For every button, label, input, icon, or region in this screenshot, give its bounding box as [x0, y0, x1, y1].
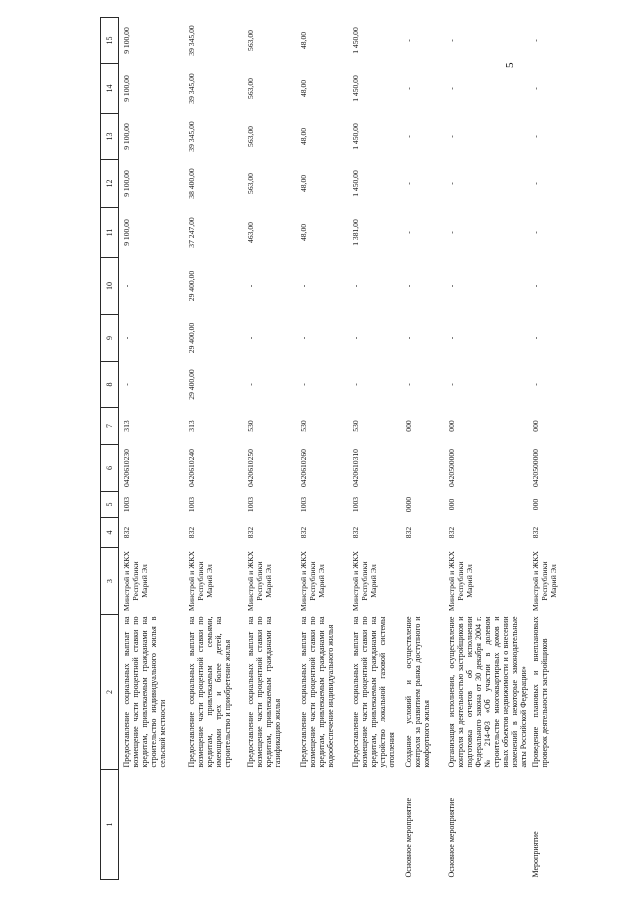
amount-cell: -: [403, 39, 413, 42]
status-cell: [348, 770, 401, 880]
amount-cell: 563,00: [245, 30, 255, 51]
amount-cell: -: [403, 182, 413, 185]
amount-cell: -: [122, 284, 131, 288]
amount-cell: 29 400,00: [186, 270, 196, 302]
amount-cell: 29 400,00: [186, 322, 196, 354]
name-cell: Предоставление социальных выплат на возмещение части процентной ставки по кредитам, привлекаемым гражданами на устройство локальной газовой системы отопления: [350, 616, 396, 768]
amount-cell: -: [403, 87, 413, 90]
amount-cell: 37 247,00: [186, 217, 196, 248]
column-number: 13: [101, 114, 119, 160]
section-code-cell: 0000: [403, 496, 413, 513]
amount-cell: -: [350, 383, 360, 386]
column-number: 6: [101, 445, 119, 492]
amount-cell: 48,00: [298, 223, 308, 242]
name-cell: Предоставление социальных выплат на возмещение части процентной ставки по кредитам, привлекаемым семьями, имеющими трех и более детей, на строительство и приобретение жилья: [186, 616, 232, 768]
name-cell: Создание условий и осуществление контроля за развитием рынка доступного и комфортного жилья: [403, 616, 431, 768]
column-number: 15: [101, 18, 119, 64]
amount-cell: 39 345,00: [186, 121, 196, 152]
expense-type-cell: 530: [298, 420, 308, 432]
table-row: [528, 18, 565, 880]
amount-cell: -: [350, 284, 360, 288]
column-number: 14: [101, 64, 119, 114]
expense-type-cell: 313: [122, 420, 131, 432]
target-article-cell: 0420610310: [350, 449, 360, 487]
status-cell: Основное мероприятие: [446, 798, 456, 878]
amount-cell: -: [530, 39, 540, 42]
name-cell: Организация исполнения, осуществление контроля за деятельностью застройщиков и подготовка отчетов об исполнении Федерального закона от 30 декабря 2004 г. № 214-ФЗ «Об участии в долевом строительстве многоквартирных домов и иных объектов недвижимости и о внесении изменений в некоторые законодательные акты Российской Федерации»: [446, 616, 528, 768]
table-row: [296, 18, 348, 880]
expense-type-cell: 530: [350, 420, 360, 432]
amount-cell: -: [530, 87, 540, 90]
name-cell: Предоставление социальных выплат на возмещение части процентной ставки по кредитам, привлекаемым гражданами на газификацию жилья: [245, 616, 282, 768]
amount-cell: -: [530, 336, 540, 340]
target-article-cell: [401, 445, 444, 492]
column-number: 10: [101, 258, 119, 315]
executor-cell: Минстрой и ЖКХ Республики Марий Эл: [298, 550, 326, 612]
grbs-code-cell: 832: [298, 526, 308, 539]
status-cell: Основное мероприятие: [403, 798, 413, 878]
table-row: [184, 18, 243, 880]
amount-cell: 48,00: [298, 127, 308, 146]
amount-cell: -: [403, 336, 413, 340]
amount-cell: -: [298, 284, 308, 288]
column-number: 3: [101, 548, 119, 615]
amount-cell: -: [446, 182, 456, 185]
amount-cell: -: [446, 284, 456, 288]
column-number: 4: [101, 518, 119, 548]
amount-cell: 1 450,00: [350, 27, 360, 54]
amount-cell: -: [122, 336, 131, 340]
executor-cell: Минстрой и ЖКХ Республики Марий Эл: [186, 550, 214, 612]
table-row: [119, 18, 184, 880]
column-number: 9: [101, 315, 119, 362]
column-number: 1: [101, 770, 119, 880]
status-cell: [243, 770, 296, 880]
grbs-code-cell: 832: [122, 526, 131, 539]
column-number: 5: [101, 492, 119, 518]
amount-cell: 39 345,00: [186, 73, 196, 104]
expense-type-cell: 530: [245, 420, 255, 432]
amount-cell: 1 450,00: [350, 170, 360, 197]
table-row: [444, 18, 528, 880]
grbs-code-cell: 832: [446, 526, 456, 539]
section-code-cell: 1003: [298, 496, 308, 513]
expense-type-cell: 000: [403, 420, 413, 432]
section-code-cell: 1003: [186, 496, 196, 513]
amount-cell: -: [403, 231, 413, 234]
column-number: 7: [101, 408, 119, 445]
executor-cell: [401, 548, 444, 615]
column-number: 12: [101, 160, 119, 208]
name-cell: Предоставление социальных выплат на возмещение части процентной ставки по кредитам, привлекаемым гражданами на строительство индивидуального жилья в сельской местности: [122, 616, 167, 768]
grbs-code-cell: 832: [350, 526, 360, 539]
section-code-cell: 1003: [245, 496, 255, 513]
amount-cell: -: [446, 135, 456, 138]
amount-cell: -: [446, 231, 456, 234]
amount-cell: -: [350, 336, 360, 340]
status-cell: [296, 770, 348, 880]
grbs-code-cell: 832: [403, 526, 413, 539]
amount-cell: 9 100,00: [122, 123, 131, 150]
expense-type-cell: 000: [530, 420, 540, 432]
amount-cell: -: [298, 383, 308, 386]
column-number: 11: [101, 208, 119, 258]
section-code-cell: 000: [530, 498, 540, 511]
table-row: [243, 18, 296, 880]
amount-cell: -: [530, 182, 540, 185]
amount-cell: 48,00: [298, 174, 308, 193]
amount-cell: 48,00: [298, 31, 308, 50]
amount-cell: -: [245, 284, 255, 288]
amount-cell: 1 381,00: [350, 219, 360, 246]
expense-type-cell: 000: [446, 420, 456, 432]
amount-cell: 563,00: [245, 78, 255, 99]
grbs-code-cell: 832: [530, 526, 540, 539]
amount-cell: -: [245, 383, 255, 386]
status-cell: Мероприятие: [530, 831, 540, 878]
grbs-code-cell: 832: [186, 526, 196, 539]
amount-cell: 9 100,00: [122, 27, 131, 54]
executor-cell: Минстрой и ЖКХ Республики Марий Эл: [446, 550, 474, 612]
column-number: 8: [101, 362, 119, 408]
amount-cell: -: [530, 284, 540, 288]
amount-cell: 48,00: [298, 79, 308, 98]
amount-cell: -: [403, 135, 413, 138]
target-article-cell: 0420610230: [122, 449, 131, 487]
target-article-cell: 0420500000: [530, 449, 540, 487]
name-cell: Предоставление социальных выплат на возмещение части процентной ставки по кредитам, привлекаемым гражданами на водообеспечение индивидуального жилья: [298, 616, 335, 768]
target-article-cell: 0420610240: [186, 449, 196, 487]
amount-cell: 38 400,00: [186, 168, 196, 199]
amount-cell: 29 400,00: [186, 369, 196, 400]
target-article-cell: 0420610250: [245, 449, 255, 487]
amount-cell: 563,00: [245, 126, 255, 147]
name-cell: Проведение плановых и внеплановых проверок деятельности застройщиков: [530, 616, 549, 768]
target-article-cell: 0420500000: [446, 449, 456, 487]
table-row: [348, 18, 401, 880]
amount-cell: 39 345,00: [186, 25, 196, 56]
amount-cell: -: [446, 383, 456, 386]
grbs-code-cell: 832: [245, 526, 255, 539]
amount-cell: 1 450,00: [350, 123, 360, 150]
executor-cell: Минстрой и ЖКХ Республики Марий Эл: [122, 550, 149, 612]
amount-cell: 1 450,00: [350, 75, 360, 102]
column-number: 2: [101, 615, 119, 770]
status-cell: [119, 770, 184, 880]
amount-cell: -: [530, 231, 540, 234]
section-code-cell: 1003: [350, 496, 360, 513]
amount-cell: -: [446, 39, 456, 42]
amount-cell: 9 100,00: [122, 170, 131, 197]
amount-cell: -: [446, 87, 456, 90]
amount-cell: -: [403, 383, 413, 386]
section-code-cell: 1003: [122, 496, 131, 513]
status-cell: [184, 770, 243, 880]
amount-cell: -: [403, 284, 413, 288]
executor-cell: Минстрой и ЖКХ Республики Марий Эл: [530, 550, 558, 612]
amount-cell: -: [298, 336, 308, 340]
executor-cell: Минстрой и ЖКХ Республики Марий Эл: [245, 550, 273, 612]
table-row: [401, 18, 444, 880]
target-article-cell: 0420610260: [298, 449, 308, 487]
budget-table: [100, 17, 565, 880]
expense-type-cell: 313: [186, 420, 196, 432]
section-code-cell: 000: [446, 498, 456, 511]
amount-cell: -: [446, 336, 456, 340]
amount-cell: -: [122, 383, 131, 386]
amount-cell: -: [245, 336, 255, 340]
executor-cell: Минстрой и ЖКХ Республики Марий Эл: [350, 550, 378, 612]
amount-cell: 463,00: [245, 222, 255, 243]
amount-cell: -: [530, 135, 540, 138]
amount-cell: 563,00: [245, 173, 255, 194]
page-number: 5: [504, 62, 516, 68]
column-number-row: [101, 18, 119, 880]
amount-cell: 9 100,00: [122, 219, 131, 246]
amount-cell: -: [530, 383, 540, 386]
rotated-table-sheet: [100, 18, 565, 880]
amount-cell: 9 100,00: [122, 75, 131, 102]
